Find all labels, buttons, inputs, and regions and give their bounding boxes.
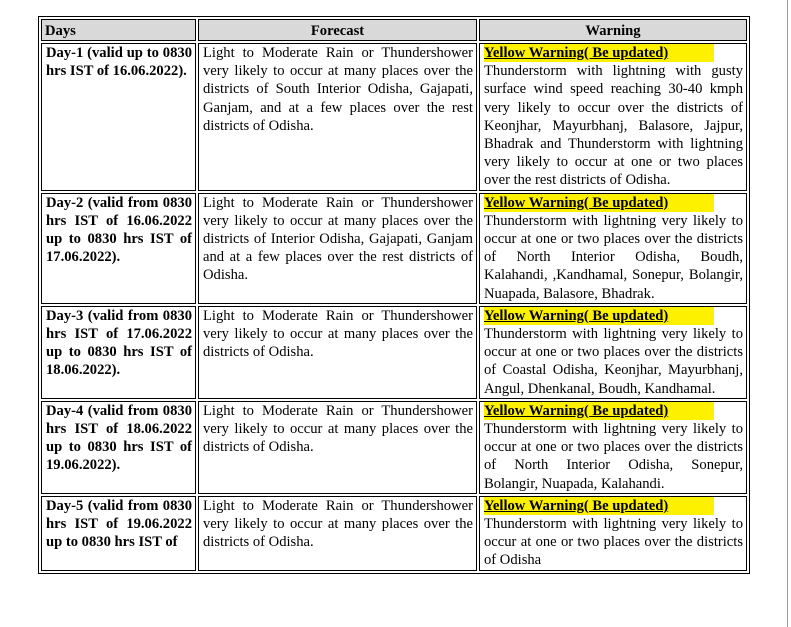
warning-badge: Yellow Warning( Be updated) bbox=[484, 44, 714, 62]
day-cell: Day-1 (valid up to 0830 hrs IST of 16.06.2022). bbox=[41, 43, 196, 191]
header-forecast: Forecast bbox=[198, 19, 477, 41]
day-cell: Day-3 (valid from 0830 hrs IST of 17.06.2022 up to 0830 hrs IST of 18.06.2022). bbox=[41, 306, 196, 399]
day-cell: Day-2 (valid from 0830 hrs IST of 16.06.2022 up to 0830 hrs IST of 17.06.2022). bbox=[41, 193, 196, 304]
warning-cell bbox=[479, 306, 747, 399]
warning-text: Thunderstorm with lightning very likely to occur at one or two places over the districts of Odisha bbox=[484, 516, 743, 569]
warning-cell bbox=[479, 43, 747, 191]
warning-text: Thunderstorm with lightning very likely to occur at one or two places over the districts of North Interior Odisha, Boudh, Kalahandi, ,Kandhamal, Sonepur, Bolangir, Nuapada, Balasore, Bhadrak. bbox=[484, 212, 743, 302]
warning-badge: Yellow Warning( Be updated) bbox=[484, 402, 714, 420]
warning-text: Thunderstorm with lightning very likely to occur at one or two places over the districts of North Interior Odisha, Sonepur, Bolangir, Nuapada, Kalahandi. bbox=[484, 421, 743, 492]
forecast-warning-table bbox=[38, 16, 750, 574]
table-row bbox=[41, 496, 747, 571]
warning-text: Thunderstorm with lightning with gusty surface wind speed reaching 30-40 kmph very likely to occur over the districts of Keonjhar, Mayurbhanj, Balasore, Jajpur, Bhadrak and Thunderstorm with lightning very likely to occur at one or two places over the rest districts of Odisha. bbox=[484, 63, 743, 189]
warning-badge: Yellow Warning( Be updated) bbox=[484, 194, 714, 212]
warning-badge: Yellow Warning( Be updated) bbox=[484, 307, 714, 325]
header-days: Days bbox=[41, 19, 196, 41]
table-row bbox=[41, 401, 747, 494]
forecast-cell: Light to Moderate Rain or Thundershower very likely to occur at many places over the districts of Odisha. bbox=[198, 401, 477, 494]
table-row bbox=[41, 193, 747, 304]
forecast-cell: Light to Moderate Rain or Thundershower very likely to occur at many places over the districts of Odisha. bbox=[198, 496, 477, 571]
page-edge-rule bbox=[787, 0, 788, 627]
forecast-cell: Light to Moderate Rain or Thundershower very likely to occur at many places over the districts of Interior Odisha, Gajapati, Ganjam and at a few places over the rest districts of Odisha. bbox=[198, 193, 477, 304]
warning-badge: Yellow Warning( Be updated) bbox=[484, 497, 714, 515]
table-header-row bbox=[41, 19, 747, 41]
warning-cell bbox=[479, 193, 747, 304]
forecast-cell: Light to Moderate Rain or Thundershower very likely to occur at many places over the districts of South Interior Odisha, Gajapati, Ganjam, and at a few places over the rest districts of Odisha. bbox=[198, 43, 477, 191]
table-row bbox=[41, 306, 747, 399]
day-cell: Day-4 (valid from 0830 hrs IST of 18.06.2022 up to 0830 hrs IST of 19.06.2022). bbox=[41, 401, 196, 494]
table-row bbox=[41, 43, 747, 191]
warning-cell bbox=[479, 496, 747, 571]
day-cell: Day-5 (valid from 0830 hrs IST of 19.06.2022 up to 0830 hrs IST of bbox=[41, 496, 196, 571]
warning-cell bbox=[479, 401, 747, 494]
header-warning: Warning bbox=[479, 19, 747, 41]
warning-text: Thunderstorm with lightning very likely to occur at one or two places over the districts of Coastal Odisha, Keonjhar, Mayurbhanj, Angul, Dhenkanal, Boudh, Kandhamal. bbox=[484, 326, 743, 397]
forecast-cell: Light to Moderate Rain or Thundershower very likely to occur at many places over the districts of Odisha. bbox=[198, 306, 477, 399]
